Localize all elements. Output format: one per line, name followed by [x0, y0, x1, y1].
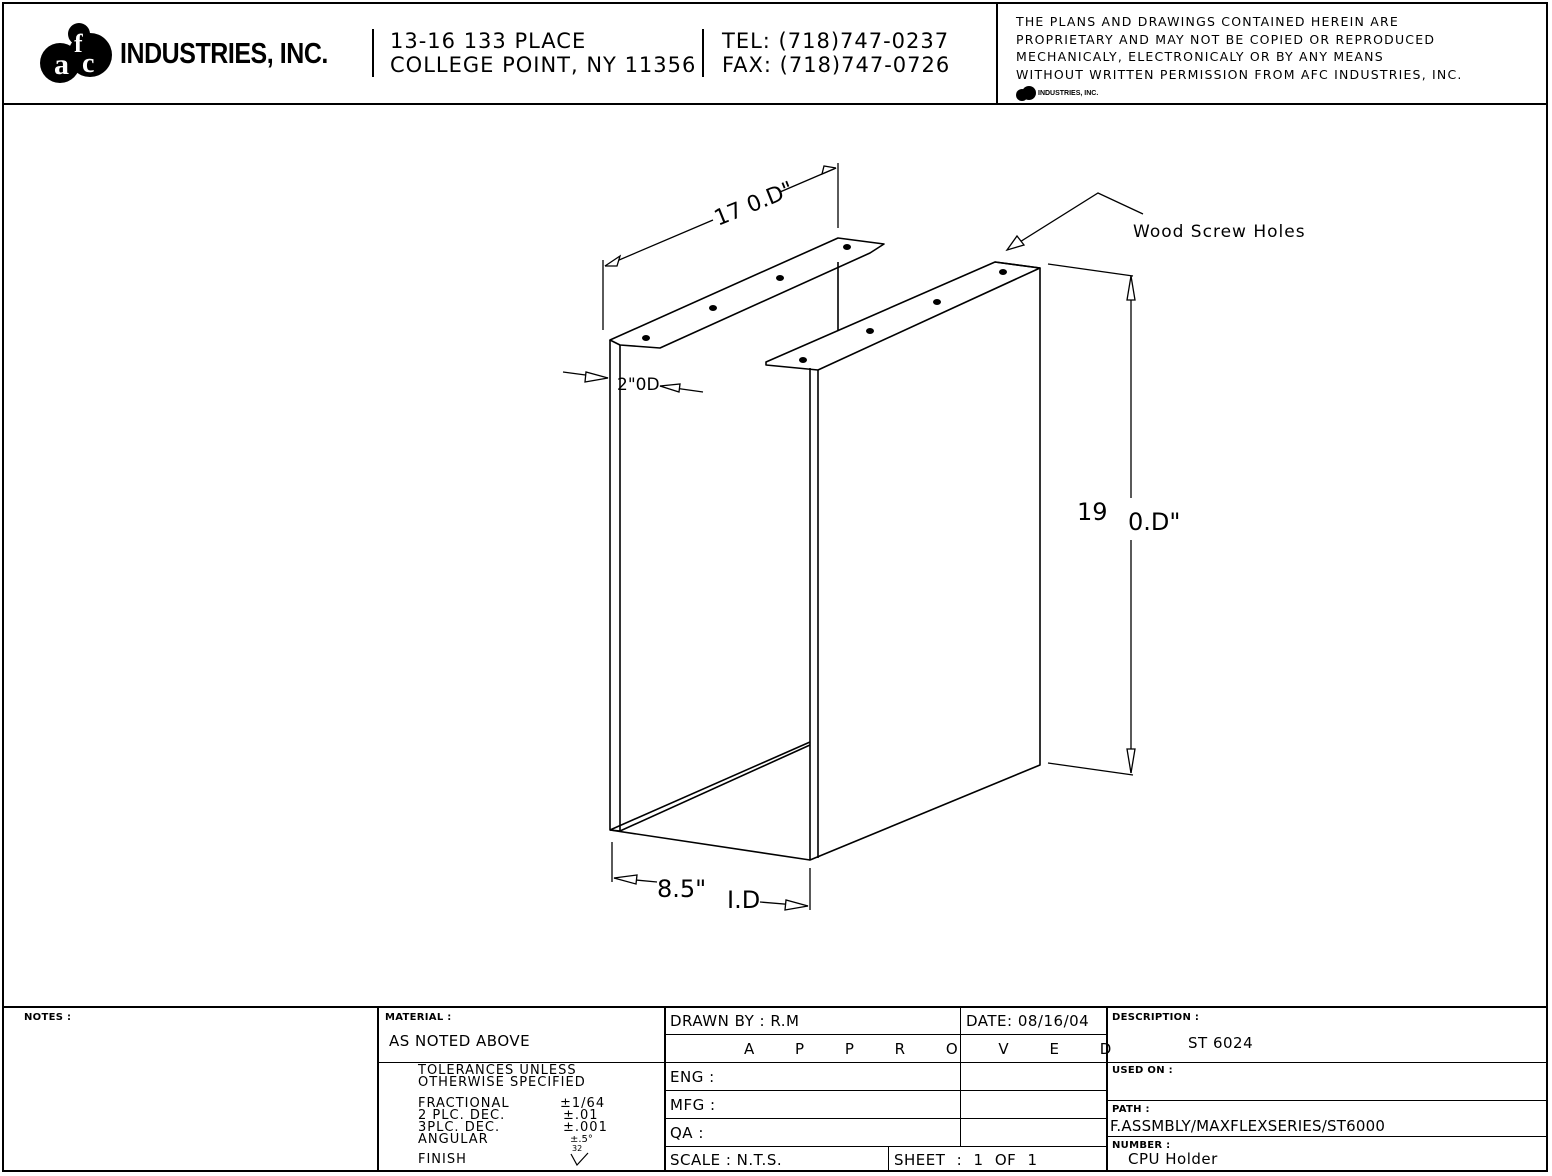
tol-label: 2 PLC. DEC.: [418, 1108, 506, 1123]
right-panel: [810, 262, 1040, 860]
small-logo-text: INDUSTRIES, INC.: [1038, 89, 1099, 97]
description-value: ST 6024: [1188, 1034, 1254, 1052]
title-block: [2, 1006, 1548, 1172]
screw-hole: [776, 275, 784, 281]
dim-height-number: 19: [1077, 498, 1108, 526]
qa-label: QA :: [670, 1124, 704, 1142]
left-panel-bottom: [610, 742, 810, 830]
approved-heading: A P P R O V E D: [744, 1040, 1130, 1058]
screw-hole: [642, 335, 650, 341]
svg-text:c: c: [82, 48, 95, 79]
notice-line: WITHOUT WRITTEN PERMISSION FROM AFC INDUSTRIES, INC.: [1016, 66, 1463, 82]
tol-label: FRACTIONAL: [418, 1096, 510, 1111]
tol-label: 3PLC. DEC.: [418, 1120, 501, 1135]
bottom-edge: [610, 830, 810, 860]
scale-label: SCALE : N.T.S.: [670, 1151, 783, 1169]
company-name: INDUSTRIES, INC.: [120, 38, 328, 70]
eng-label: ENG :: [670, 1068, 715, 1086]
screw-hole: [843, 244, 851, 250]
mfg-label: MFG :: [670, 1096, 716, 1114]
screw-hole: [999, 269, 1007, 275]
tol-label: ANGULAR: [418, 1132, 489, 1147]
finish-label: FINISH: [418, 1152, 467, 1167]
right-flange: [766, 262, 1040, 370]
wood-screw-holes-callout: Wood Screw Holes: [1133, 222, 1306, 242]
screw-hole: [933, 299, 941, 305]
dim-inner-number: 8.5": [657, 875, 707, 903]
used-on-label: USED ON :: [1112, 1065, 1173, 1076]
screw-hole: [709, 305, 717, 311]
drawn-by: DRAWN BY : R.M: [670, 1012, 800, 1030]
tol-value: ±.001: [563, 1120, 608, 1135]
material-value: AS NOTED ABOVE: [389, 1032, 531, 1050]
tol-value: ±1/64: [560, 1096, 606, 1111]
address-line1: 13-16 133 PLACE: [390, 29, 587, 53]
dim-inner-unit: I.D: [727, 886, 761, 914]
left-panel: [610, 340, 620, 831]
tolerances-line1: TOLERANCES UNLESS: [418, 1063, 577, 1078]
dim-thickness-label: 2"0D: [617, 375, 660, 395]
notice-line: THE PLANS AND DRAWINGS CONTAINED HEREIN ARE: [1016, 14, 1399, 29]
left-flange: [610, 238, 884, 348]
svg-text:f: f: [74, 29, 83, 58]
notice-line: MECHANICALY, ELECTRONICALY OR BY ANY MEANS: [1016, 49, 1384, 64]
tel-number: TEL: (718)747-0237: [722, 29, 950, 53]
screw-hole: [866, 328, 874, 334]
number-value: CPU Holder: [1128, 1150, 1218, 1168]
dim-height-unit: 0.D": [1128, 508, 1181, 536]
dim-line-width: [605, 220, 713, 266]
drawing-date: DATE: 08/16/04: [966, 1012, 1090, 1030]
surface-finish-icon: [570, 1152, 590, 1166]
number-label: NUMBER :: [1112, 1140, 1171, 1151]
finish-value: 32: [572, 1144, 583, 1153]
material-label: MATERIAL :: [385, 1012, 452, 1023]
description-label: DESCRIPTION :: [1112, 1012, 1200, 1023]
svg-text:a: a: [54, 48, 69, 81]
dim-width-label: 17 0.D": [710, 177, 798, 232]
tolerances-line2: OTHERWISE SPECIFIED: [418, 1075, 586, 1090]
inner-edge: [620, 745, 810, 831]
screw-hole: [799, 357, 807, 363]
notes-label: NOTES :: [24, 1012, 72, 1023]
tol-value: ±.01: [563, 1108, 599, 1123]
tol-value: ±.5°: [570, 1134, 593, 1145]
path-value: F.ASSMBLY/MAXFLEXSERIES/ST6000: [1110, 1117, 1386, 1135]
address-line2: COLLEGE POINT, NY 11356: [390, 53, 697, 77]
sheet-label: SHEET : 1 OF 1: [894, 1151, 1038, 1169]
fax-number: FAX: (718)747-0726: [722, 53, 951, 77]
path-label: PATH :: [1112, 1104, 1150, 1115]
notice-line: PROPRIETARY AND MAY NOT BE COPIED OR REPRODUCED: [1016, 31, 1436, 47]
